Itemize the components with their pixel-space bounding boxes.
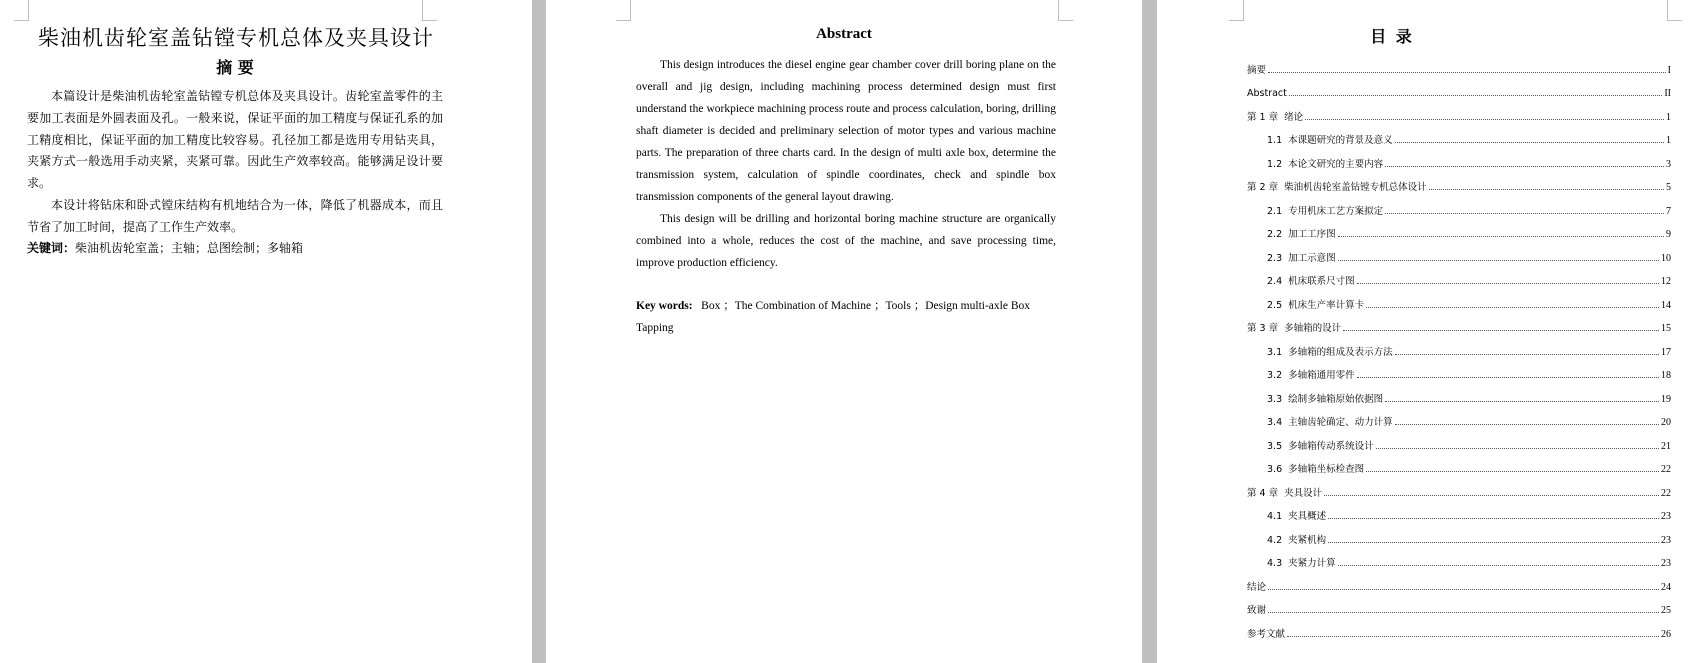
toc-dot-leader — [1395, 354, 1659, 355]
abstract-paragraph: 本篇设计是柴油机齿轮室盖钻镗专机总体及夹具设计。齿轮室盖零件的主要加工表面是外圆表面及孔。一般来说，保证平面的加工精度与保证孔系的加工精度相比，保证平面的加工精度比较容易。孔径加工都是选用专用钻夹具，夹紧方式一般选用手动夹紧，夹紧可靠。因此生产效率较高。能够满足设计要求。 — [27, 89, 443, 191]
toc-entry-page: 19 — [1661, 393, 1671, 405]
abstract-paragraph: This design introduces the diesel engine gear chamber cover drill boring plane on the overall and jig design, including machining process determined design must first understand the workpiece machining process route and process calculation, boring, drilling shaft diameter is decided and preliminary selection of motor types and various machine parts. The preparation of three charts card. In the design of multi axle box, determine the transmission system, calculation of spindle coordinates, check and spindle box transmission components of the general layout drawing. — [636, 59, 1056, 203]
toc-entry-title: 柴油机齿轮室盖钻镗专机总体设计 — [1284, 182, 1427, 193]
toc-entry-title: 多轴箱坐标检查图 — [1288, 464, 1365, 475]
keywords-label: Key words: — [636, 300, 693, 312]
toc-entry-title: 专用机床工艺方案拟定 — [1288, 205, 1384, 217]
toc-entry-number: 4.1 — [1267, 511, 1283, 522]
english-abstract-page — [546, 0, 1142, 663]
toc-entry-number: 3.4 — [1267, 417, 1283, 428]
abstract-heading-en: Abstract — [816, 26, 872, 42]
toc-entry[interactable] — [1247, 499, 1671, 523]
toc-dot-leader — [1268, 612, 1659, 613]
toc-dot-leader — [1268, 589, 1659, 590]
toc-entry-title: 主轴齿轮确定、动力计算 — [1288, 417, 1393, 428]
toc-entry-title: 夹具概述 — [1288, 511, 1327, 522]
toc-dot-leader — [1268, 72, 1666, 73]
keywords-text: 柴油机齿轮室盖；主轴；总图绘制；多轴箱 — [75, 241, 304, 255]
toc-entry-title: 夹具设计 — [1284, 487, 1323, 499]
toc-entry-number: 3.2 — [1267, 370, 1283, 381]
toc-entry-number: 第 1 章 — [1247, 111, 1279, 123]
toc-dot-leader — [1289, 95, 1662, 96]
toc-dot-leader — [1385, 213, 1664, 214]
toc-entry-title: 本课题研究的背景及意义 — [1288, 135, 1393, 146]
toc-entry[interactable] — [1247, 193, 1671, 217]
toc-entry-title: 摘要 — [1247, 64, 1267, 76]
toc-entry-number: 2.2 — [1267, 229, 1283, 240]
abstract-paragraph: 本设计将钻床和卧式镗床结构有机地结合为一体，降低了机器成本，而且节省了加工时间，提高了工作生产效率。 — [27, 197, 443, 234]
toc-dot-leader — [1395, 424, 1659, 425]
toc-entry-title: 多轴箱通用零件 — [1288, 370, 1355, 381]
toc-entry-title: 加工工序图 — [1288, 229, 1336, 240]
toc-entry-title: 夹紧机构 — [1288, 534, 1327, 546]
toc-entry-page: 24 — [1661, 581, 1671, 593]
corner-mark-left — [14, 0, 29, 21]
toc-dot-leader — [1338, 236, 1664, 237]
toc-entry[interactable] — [1247, 428, 1671, 452]
toc-entry-title: 加工示意图 — [1288, 252, 1336, 264]
toc-entry-page: 12 — [1661, 276, 1671, 287]
toc-entry[interactable] — [1247, 123, 1671, 147]
toc-entry-page: 23 — [1661, 534, 1671, 546]
toc-entry-title: 绪论 — [1284, 111, 1304, 123]
toc-entry[interactable] — [1247, 358, 1671, 382]
toc-entry-page: 23 — [1661, 511, 1671, 522]
toc-entry-page: 7 — [1666, 205, 1671, 217]
toc-entry-number: 3.6 — [1267, 464, 1283, 475]
toc-entry[interactable] — [1247, 452, 1671, 476]
toc-entry-page: 9 — [1666, 229, 1671, 240]
corner-mark-left — [1229, 0, 1244, 21]
toc-entry-number: 1.2 — [1267, 158, 1283, 170]
toc-entry[interactable] — [1247, 146, 1671, 170]
toc-entry-page: I — [1667, 64, 1671, 76]
toc-entry-number: 第 4 章 — [1247, 487, 1279, 499]
toc-dot-leader — [1324, 495, 1659, 496]
toc-entry-page: 23 — [1661, 558, 1671, 569]
abstract-heading-cn: 摘 要 — [216, 58, 254, 77]
toc-entry[interactable] — [1247, 240, 1671, 264]
toc-dot-leader — [1366, 471, 1659, 472]
toc-entry-title: 机床生产率计算卡 — [1288, 299, 1365, 311]
toc-entry[interactable] — [1247, 264, 1671, 288]
toc-dot-leader — [1338, 565, 1659, 566]
toc-entry-title: Abstract — [1247, 88, 1287, 99]
toc-entry[interactable] — [1247, 593, 1671, 617]
toc-list — [1247, 52, 1671, 640]
toc-entry-title: 本论文研究的主要内容 — [1288, 158, 1384, 170]
toc-entry-page: 26 — [1661, 628, 1671, 640]
toc-entry-page: 18 — [1661, 370, 1671, 381]
toc-entry-page: 5 — [1666, 182, 1671, 193]
toc-page — [1157, 0, 1706, 663]
keywords-en — [636, 295, 1056, 339]
keywords-text: Box ；The Combination of Machine ；Tools ；Design multi-axle Box Tapping — [636, 300, 1030, 334]
toc-entry-page: 22 — [1661, 464, 1671, 475]
toc-entry-number: 2.3 — [1267, 252, 1283, 264]
toc-entry-page: 15 — [1661, 323, 1671, 334]
toc-dot-leader — [1366, 307, 1659, 308]
toc-entry-number: 3.1 — [1267, 346, 1283, 358]
toc-entry-title: 机床联系尺寸图 — [1288, 276, 1355, 287]
corner-mark-right — [1667, 0, 1682, 21]
toc-entry[interactable] — [1247, 475, 1671, 499]
toc-entry[interactable] — [1247, 616, 1671, 640]
toc-entry-number: 3.5 — [1267, 440, 1283, 452]
toc-entry[interactable] — [1247, 522, 1671, 546]
toc-dot-leader — [1429, 189, 1664, 190]
toc-entry-number: 1.1 — [1267, 135, 1283, 146]
toc-entry[interactable] — [1247, 311, 1671, 335]
toc-entry[interactable] — [1247, 546, 1671, 570]
abstract-body-cn — [27, 86, 443, 239]
keywords-cn — [27, 239, 303, 256]
toc-entry-title: 绘制多轴箱原始依据图 — [1288, 393, 1384, 405]
toc-entry-number: 2.1 — [1267, 205, 1283, 217]
toc-entry-number: 第 3 章 — [1247, 323, 1279, 334]
toc-entry[interactable] — [1247, 381, 1671, 405]
abstract-paragraph: This design will be drilling and horizontal boring machine structure are organically combined into a whole, reduces the cost of the machine, and save processing time, improve production efficiency. — [636, 213, 1056, 269]
toc-entry-number: 3.3 — [1267, 393, 1283, 405]
toc-entry-page: 17 — [1661, 346, 1671, 358]
toc-dot-leader — [1305, 119, 1664, 120]
toc-dot-leader — [1357, 283, 1659, 284]
toc-heading: 目 录 — [1370, 27, 1414, 46]
toc-entry-number: 2.5 — [1267, 299, 1283, 311]
toc-entry[interactable] — [1247, 52, 1671, 76]
chinese-abstract-page — [0, 0, 532, 663]
toc-entry-number: 4.3 — [1267, 558, 1283, 569]
toc-entry-title: 参考文献 — [1247, 628, 1286, 640]
toc-entry[interactable] — [1247, 217, 1671, 241]
toc-entry-page: 1 — [1666, 135, 1671, 146]
toc-dot-leader — [1376, 448, 1659, 449]
toc-dot-leader — [1385, 166, 1664, 167]
toc-entry-title: 结论 — [1247, 581, 1267, 593]
toc-entry-page: 22 — [1661, 487, 1671, 499]
toc-entry-title: 夹紧力计算 — [1288, 558, 1336, 569]
toc-entry-page: 3 — [1666, 158, 1671, 170]
toc-entry[interactable] — [1247, 99, 1671, 123]
toc-entry-number: 2.4 — [1267, 276, 1283, 287]
toc-dot-leader — [1343, 330, 1659, 331]
toc-dot-leader — [1357, 377, 1659, 378]
toc-entry-page: 21 — [1661, 440, 1671, 452]
toc-dot-leader — [1287, 636, 1659, 637]
toc-entry-title: 多轴箱的组成及表示方法 — [1288, 346, 1393, 358]
toc-dot-leader — [1328, 518, 1659, 519]
toc-entry-page: 25 — [1661, 605, 1671, 616]
corner-mark-right — [422, 0, 437, 21]
toc-entry[interactable] — [1247, 170, 1671, 194]
toc-dot-leader — [1395, 142, 1664, 143]
toc-entry-page: 14 — [1661, 299, 1671, 311]
toc-entry-number: 4.2 — [1267, 534, 1283, 546]
toc-entry-title: 多轴箱的设计 — [1284, 323, 1342, 334]
corner-mark-left — [616, 0, 631, 21]
toc-dot-leader — [1385, 401, 1659, 402]
thesis-title: 柴油机齿轮室盖钻镗专机总体及夹具设计 — [38, 26, 434, 50]
toc-entry-number: 第 2 章 — [1247, 182, 1279, 193]
corner-mark-right — [1058, 0, 1073, 21]
toc-entry-title: 多轴箱传动系统设计 — [1288, 440, 1374, 452]
toc-entry[interactable] — [1247, 405, 1671, 429]
toc-entry-title: 致谢 — [1247, 605, 1267, 616]
toc-entry-page: 1 — [1666, 111, 1671, 123]
abstract-body-en — [636, 54, 1056, 274]
toc-dot-leader — [1328, 542, 1659, 543]
toc-dot-leader — [1338, 260, 1659, 261]
toc-entry[interactable] — [1247, 76, 1671, 100]
toc-entry[interactable] — [1247, 287, 1671, 311]
toc-entry[interactable] — [1247, 569, 1671, 593]
toc-entry-page: II — [1664, 88, 1671, 99]
toc-entry[interactable] — [1247, 334, 1671, 358]
toc-entry-page: 10 — [1661, 252, 1671, 264]
toc-entry-page: 20 — [1661, 417, 1671, 428]
keywords-label: 关键词： — [27, 241, 76, 255]
